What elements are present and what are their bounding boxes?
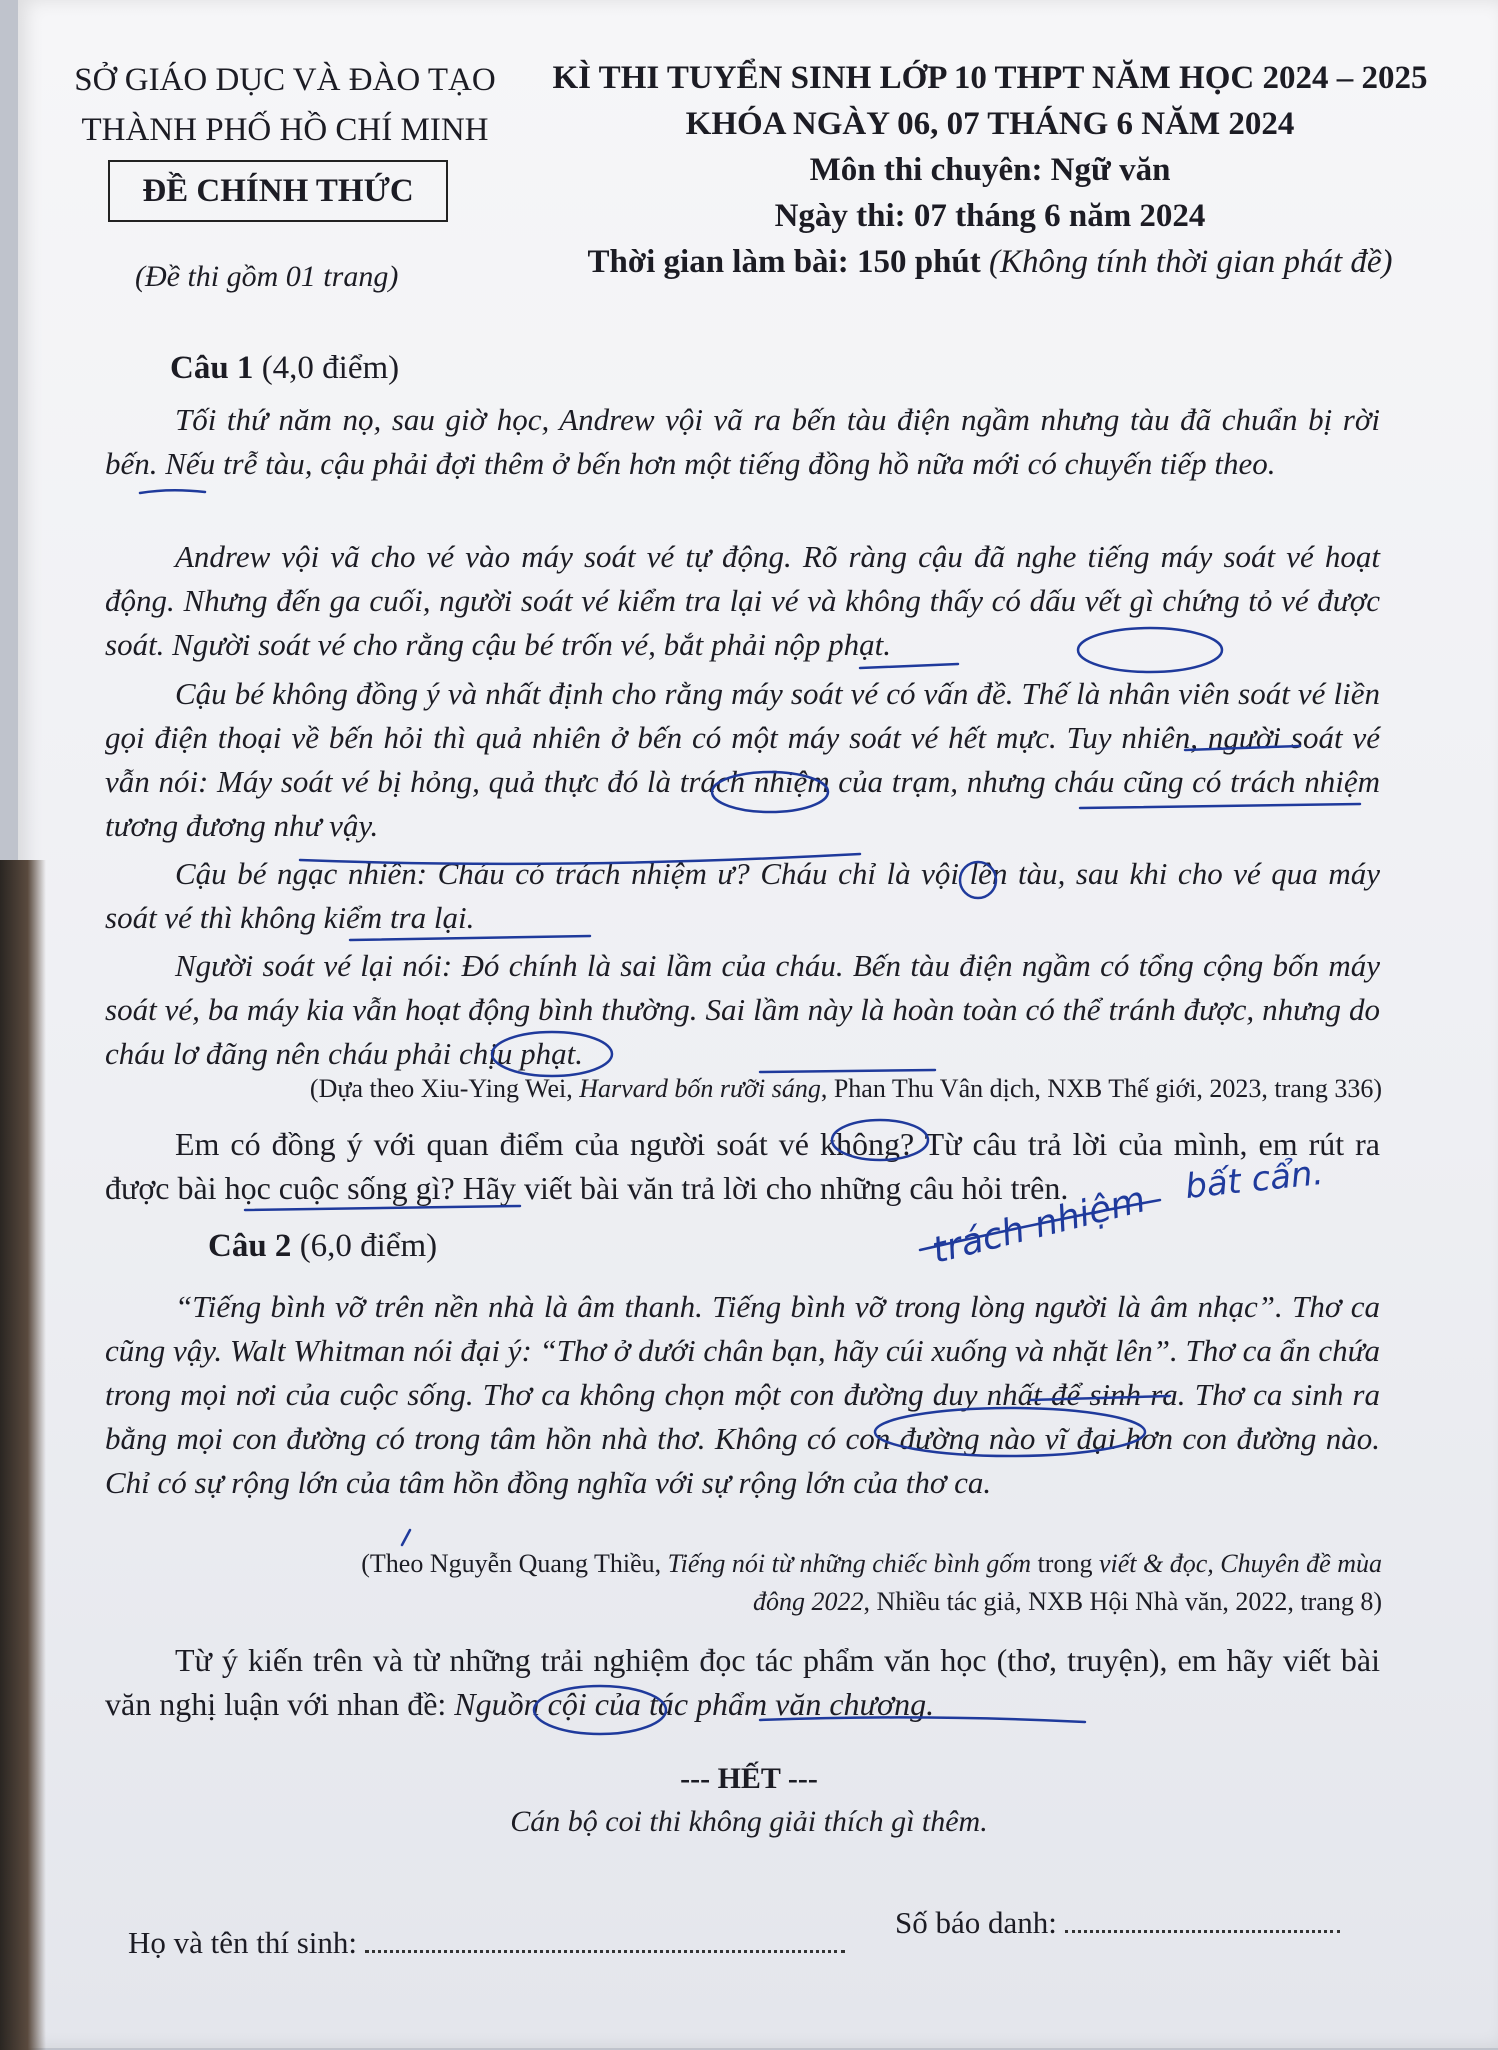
q1-paragraph-4: Cậu bé ngạc nhiên: Cháu có trách nhiệm ư? Cháu chỉ là vội lên tàu, sau khi cho vé qua máy soát vé thì không kiểm tra lại. xyxy=(105,856,1380,935)
finger-shadow xyxy=(0,860,46,2050)
q2-source-prefix: (Theo Nguyễn Quang Thiều, xyxy=(361,1549,668,1578)
q2-source-line-2 xyxy=(160,1583,1382,1621)
q1-paragraph-2: Andrew vội vã cho vé vào máy soát vé tự động. Rõ ràng cậu đã nghe tiếng máy soát vé hoạt động. Nhưng đến ga cuối, người soát vé kiểm tra lại vé và không thấy có dấu vết gì chứng tỏ vé được soát. Người soát vé cho rằng cậu bé trốn vé, bắt phải nộp phạt. xyxy=(105,539,1380,662)
exam-session: KHÓA NGÀY 06, 07 THÁNG 6 NĂM 2024 xyxy=(685,106,1295,142)
handwritten-note-careless: bất cẩn. xyxy=(1183,1152,1326,1208)
q1-source-prefix: (Dựa theo Xiu-Ying Wei, xyxy=(309,1074,580,1103)
exam-title: KÌ THI TUYỂN SINH LỚP 10 THPT NĂM HỌC 2024 – 2025 xyxy=(552,60,1428,96)
candidate-id-label: Số báo danh: xyxy=(895,1905,1057,1940)
q2-source-line-1 xyxy=(160,1545,1382,1583)
question-1-points: (4,0 điểm) xyxy=(261,350,400,386)
end-marker: --- HẾT --- xyxy=(680,1762,818,1795)
department-header xyxy=(55,55,515,155)
q2-source xyxy=(160,1545,1382,1621)
closing-note: Cán bộ coi thi không giải thích gì thêm. xyxy=(510,1805,988,1838)
q2-source-title: Tiếng nói từ những chiếc bình gốm xyxy=(667,1549,1032,1578)
exam-date: Ngày thi: 07 tháng 6 năm 2024 xyxy=(774,198,1206,234)
q1-paragraph-5: Người soát vé lại nói: Đó chính là sai lầm của cháu. Bến tàu điện ngầm có tổng cộng bốn máy soát vé, ba máy kia vẫn hoạt động bình thường. Sai lầm này là hoàn toàn có thể tránh được, nhưng do cháu lơ đãng nên cháu phải chịu phạt. xyxy=(105,948,1380,1071)
duration-note: (Không tính thời gian phát đề) xyxy=(989,244,1393,280)
pages-note: (Đề thi gồm 01 trang) xyxy=(135,260,399,293)
exam-duration xyxy=(540,239,1440,285)
q2-prompt-title: Nguồn cội của tác phẩm văn chương. xyxy=(454,1686,935,1722)
q1-prompt: Em có đồng ý với quan điểm của người soát vé không? Từ câu trả lời của mình, em rút ra được bài học cuộc sống gì? Hãy viết bài văn trả lời cho những câu hỏi trên. xyxy=(105,1126,1380,1206)
q1-source-suffix: , Phan Thu Vân dịch, NXB Thế giới, 2023, trang 336) xyxy=(820,1074,1382,1103)
q2-prompt xyxy=(105,1638,1380,1726)
question-2-points: (6,0 điểm) xyxy=(299,1228,438,1264)
candidate-id-blank xyxy=(1065,1906,1340,1933)
q1-paragraph-1: Tối thứ năm nọ, sau giờ học, Andrew vội vã ra bến tàu điện ngầm nhưng tàu đã chuẩn bị rời bến. Nếu trễ tàu, cậu phải đợi thêm ở bến hơn một tiếng đồng hồ nữa mới có chuyến tiếp theo. xyxy=(105,402,1380,481)
question-1-title xyxy=(170,350,399,387)
q2-source-suffix: , Nhiều tác giả, NXB Hội Nhà văn, 2022, trang 8) xyxy=(863,1587,1382,1616)
q1-paragraph-3: Cậu bé không đồng ý và nhất định cho rằng máy soát vé có vấn đề. Thế là nhân viên soát vé liền gọi điện thoại về bến hỏi thì quả nhiên ở bến có một máy soát vé hết mực. Tuy nhiên, người soát vé vẫn nói: Máy soát vé bị hỏng, quả thực đó là trách nhiệm của trạm, nhưng cháu cũng có trách nhiệm tương đương như vậy. xyxy=(105,676,1380,843)
q2-source-season: đông 2022 xyxy=(753,1587,864,1616)
candidate-name-blank xyxy=(365,1926,845,1953)
official-label: ĐỀ CHÍNH THỨC xyxy=(108,160,448,222)
department-line-2: THÀNH PHỐ HỒ CHÍ MINH xyxy=(81,112,489,148)
q2-source-collection: viết & đọc, Chuyên đề mùa xyxy=(1098,1549,1382,1578)
question-2-label: Câu 2 xyxy=(208,1228,292,1264)
exam-subject: Môn thi chuyên: Ngữ văn xyxy=(809,152,1171,188)
question-2-title xyxy=(208,1228,437,1265)
q1-source xyxy=(160,1070,1382,1108)
question-1-label: Câu 1 xyxy=(170,350,254,386)
q2-source-mid: trong xyxy=(1031,1549,1099,1578)
q2-quote: “Tiếng bình vỡ trên nền nhà là âm thanh. Tiếng bình vỡ trong lòng người là âm nhạc”. Thơ ca cũng vậy. Walt Whitman nói đại ý: “Thơ ở dưới chân bạn, hãy cúi xuống và nhặt lên”. Thơ ca ẩn chứa trong mọi nơi của cuộc sống. Thơ ca không chọn một con đường duy nhất để sinh ra. Thơ ca sinh ra bằng mọi con đường có trong tâm hồn nhà thơ. Không có con đường nào vĩ đại hơn con đường nào. Chỉ có sự rộng lớn của tâm hồn đồng nghĩa với sự rộng lớn của thơ ca. xyxy=(105,1289,1380,1500)
exam-header xyxy=(540,55,1440,285)
q1-source-book: Harvard bốn rưỡi sáng xyxy=(579,1074,821,1103)
department-line-1: SỞ GIÁO DỤC VÀ ĐÀO TẠO xyxy=(74,62,496,98)
q2-prompt-text: Từ ý kiến trên và từ những trải nghiệm đọc tác phẩm văn học (thơ, truyện), em hãy viết bài văn nghị luận với nhan đề: xyxy=(105,1642,1380,1722)
duration-text: Thời gian làm bài: 150 phút xyxy=(587,244,981,280)
candidate-name-field xyxy=(128,1925,845,1961)
candidate-name-label: Họ và tên thí sinh: xyxy=(128,1925,358,1960)
handwritten-note-responsibility: trách nhiệm xyxy=(928,1179,1150,1272)
candidate-id-field xyxy=(895,1905,1340,1941)
